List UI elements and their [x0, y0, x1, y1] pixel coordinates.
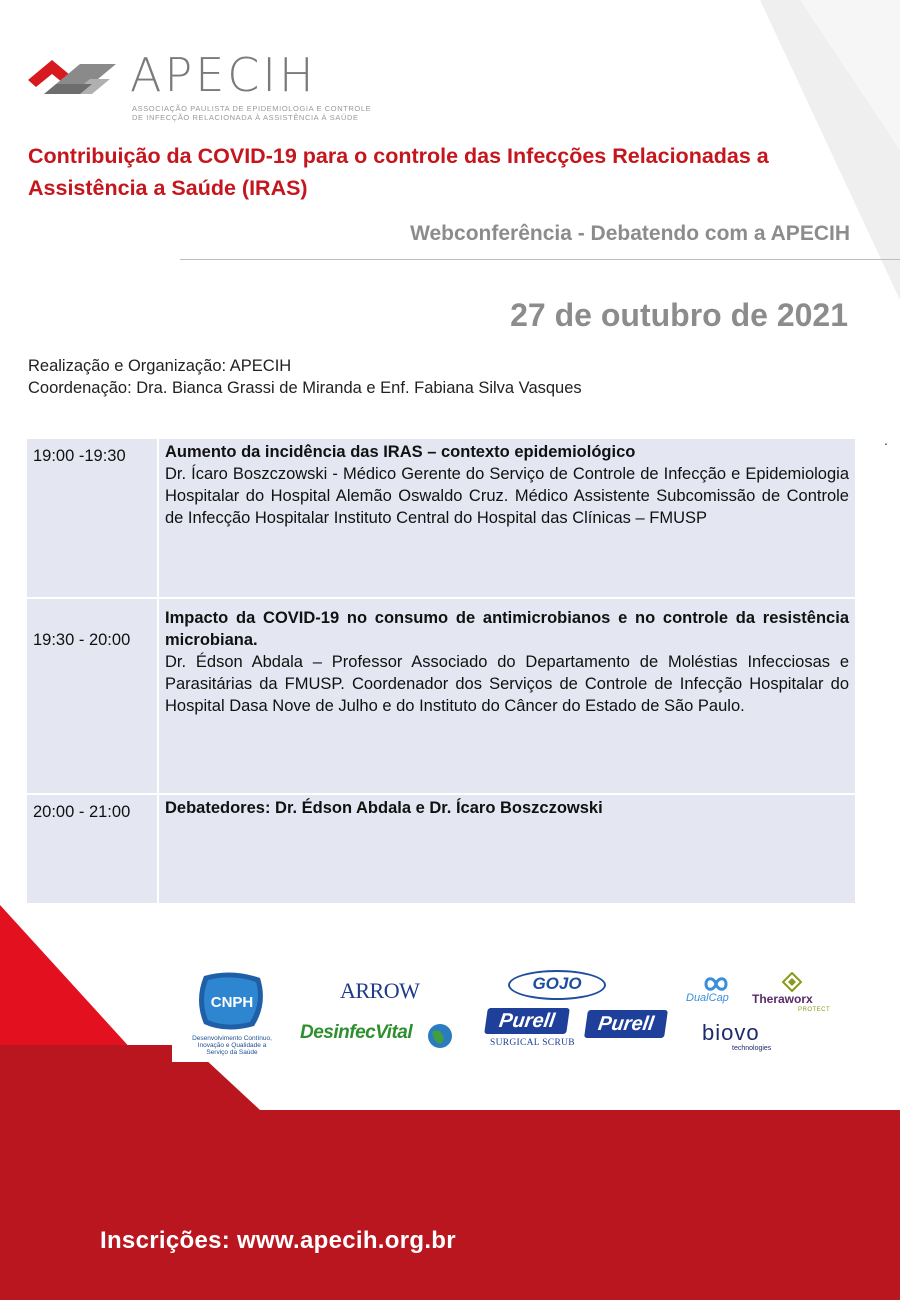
page-title: Contribuição da COVID-19 para o controle das Infecções Relacionadas a Assistência a Saúde (IRAS) — [28, 144, 769, 200]
cnph-emblem-icon — [192, 970, 272, 1034]
schedule-time: 19:30 - 20:00 — [26, 598, 158, 794]
schedule-row — [26, 794, 856, 904]
schedule-time: 19:00 -19:30 — [26, 438, 158, 598]
schedule-time: 20:00 - 21:00 — [26, 794, 158, 904]
apecih-logo-mark — [28, 54, 128, 110]
divider — [180, 259, 900, 260]
event-date: 27 de outubro de 2021 — [510, 297, 848, 333]
desinfecvital-logo: DesinfecVital — [300, 1022, 413, 1043]
sponsor-logos — [172, 966, 842, 1062]
schedule-content — [158, 794, 856, 904]
talk-title: Debatedores: Dr. Édson Abdala e Dr. Ícaro Boszczowski — [165, 799, 603, 817]
cnph-text: CNPH — [210, 994, 254, 1011]
schedule-row — [26, 598, 856, 794]
apecih-logo — [28, 50, 373, 128]
biovo-logo: biovo — [702, 1020, 760, 1045]
event-subtitle: Webconferência - Debatendo com a APECIH — [410, 222, 850, 245]
schedule-content — [158, 438, 856, 598]
dualcap-logo: DualCap — [686, 992, 729, 1004]
globe-icon — [426, 1022, 454, 1050]
purell-surgical-logo: Purell — [484, 1008, 570, 1034]
purell-logo: Purell — [584, 1010, 668, 1038]
gojo-logo: GOJO — [508, 970, 606, 1000]
stray-mark: . — [884, 432, 888, 448]
dualcap-infinity-icon — [696, 974, 736, 994]
talk-description: Dr. Édson Abdala – Professor Associado do Departamento de Moléstias Infecciosas e Parasitárias da FMUSP. Coordenador dos Serviços de Controle de Infecção Hospitalar do Hospital Dasa Nove de Julho e do Instituto do Câncer do Estado de São Paulo. — [165, 653, 849, 715]
purell-surgical-subtitle: SURGICAL SCRUB — [490, 1038, 575, 1048]
theraworx-logo: Theraworx — [752, 992, 813, 1006]
logo-name: APECIH — [130, 48, 317, 102]
cnph-tagline: Desenvolvimento Contínuo, Inovação e Qualidade a Serviço da Saúde — [192, 1035, 272, 1056]
talk-description: Dr. Ícaro Boszczowski - Médico Gerente do Serviço de Controle de Infecção e Epidemiologia Hospitalar do Hospital Alemão Oswaldo Cruz. Médico Assistente Subcomissão de Controle de Infecção Hospitalar Instituto Central do Hospital das Clínicas – FMUSP — [165, 465, 849, 527]
logo-subtitle: ASSOCIAÇÃO PAULISTA DE EPIDEMIOLOGIA E CONTROLE DE INFECÇÃO RELACIONADA À ASSISTÊNCIA À SAÚDE — [132, 104, 372, 122]
theraworx-subtitle: PROTECT — [798, 1007, 831, 1013]
talk-title: Aumento da incidência das IRAS – contexto epidemiológico — [165, 443, 636, 461]
arrow-logo: ARROW — [340, 978, 420, 1003]
biovo-subtitle: technologies — [732, 1045, 772, 1052]
schedule-row — [26, 438, 856, 598]
coordination-line: Coordenação: Dra. Bianca Grassi de Miranda e Enf. Fabiana Silva Vasques — [28, 379, 582, 397]
organization-line: Realização e Organização: APECIH — [28, 357, 292, 375]
cnph-logo — [192, 970, 272, 1062]
schedule-content — [158, 598, 856, 794]
talk-title: Impacto da COVID-19 no consumo de antimicrobianos e no controle da resistência microbiana. — [165, 609, 849, 649]
schedule-table — [25, 437, 857, 905]
registration-link[interactable]: Inscrições: www.apecih.org.br — [100, 1227, 456, 1254]
theraworx-emblem-icon — [782, 972, 802, 992]
organization-info — [28, 355, 582, 399]
